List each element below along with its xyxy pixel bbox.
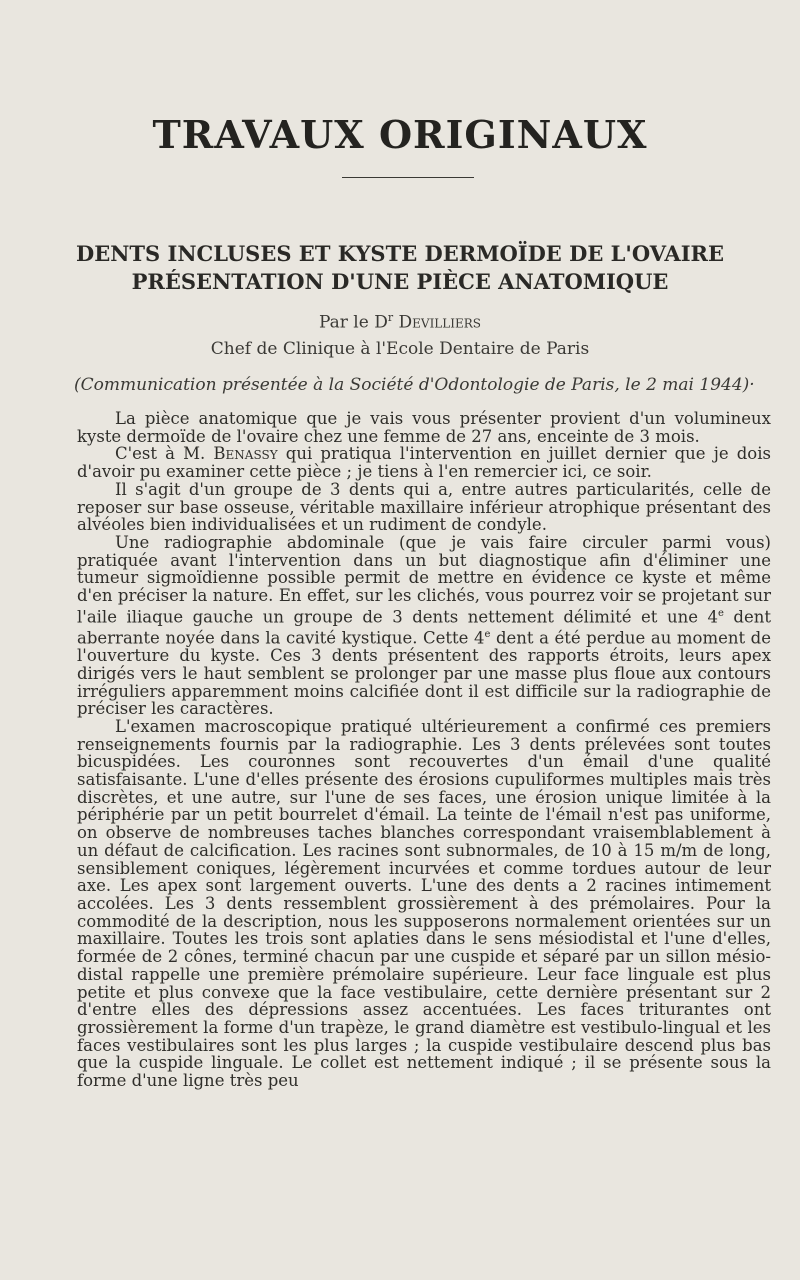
paragraph-4 <box>77 534 771 718</box>
paragraph-2-prefix: C'est à M. <box>115 444 206 464</box>
surgeon-name: Benassy <box>213 444 278 464</box>
author-affiliation: Chef de Clinique à l'Ecole Dentaire de Paris <box>210 339 590 359</box>
paragraph-3: Il s'agit d'un groupe de 3 dents qui a, entre autres particularités, celle de reposer sur base osseuse, véritable maxillaire inférieur atrophique présentant des alvéoles bien individualisées et un rudiment de condyle. <box>77 479 771 535</box>
article-title <box>40 240 760 296</box>
title-divider <box>342 177 474 178</box>
ordinal-sup-2: e <box>484 628 491 640</box>
paragraph-4-part-1: Une radiographie abdominale (que je vais faire circuler parmi vous) pratiquée avant l'intervention dans un but diagnostique afin d'éliminer une tumeur sigmoïdienne possible permit de mettre en évidence ce kyste et même d'en préciser la nature. En effet, sur les clichés, vous pourrez voir se projetant sur l'aile iliaque gauche un groupe de 3 dents nettement délimité et une 4 <box>77 532 771 627</box>
paragraph-1: La pièce anatomique que je vais vous présenter provient d'un volumineux kyste dermoïde de l'ovaire chez une femme de 27 ans, enceinte de 3 mois. <box>77 409 771 446</box>
paragraph-4-part-2: dent aberrante noyée dans la cavité kystique. Cette 4 <box>77 607 771 648</box>
ordinal-sup-1: e <box>717 607 724 619</box>
paragraph-4-part-3: dent a été perdue au moment de l'ouverture du kyste. Ces 3 dents présentent des rapports étroits, leurs apex dirigés vers le haut semblent se prolonger par une masse plus floue aux contours irréguliers apparemment moins calcifiée dont il est difficile sur la radiographie de préciser les caractères. <box>77 628 771 719</box>
author-prefix: Par le D <box>318 312 388 333</box>
article-title-line-1: DENTS INCLUSES ET KYSTE DERMOÏDE DE L'OVAIRE <box>75 241 724 266</box>
author-title-sup: r <box>387 311 394 324</box>
article-title-line-2: PRÉSENTATION D'UNE PIÈCE ANATOMIQUE <box>131 269 669 294</box>
section-title: TRAVAUX ORIGINAUX <box>152 112 648 157</box>
communication-note: (Communication présentée à la Société d'Odontologie de Paris, le 2 mai 1944)· <box>74 375 755 395</box>
article-body <box>77 410 771 1090</box>
paragraph-2 <box>77 445 771 480</box>
paragraph-2-text: qui pratiqua l'intervention en juillet dernier que je dois d'avoir pu examiner cette pièce ; je tiens à l'en remercier ici, ce soir. <box>77 444 771 482</box>
author-name: Devilliers <box>398 312 482 333</box>
paragraph-5: L'examen macroscopique pratiqué ultérieurement a confirmé ces premiers renseignements fournis par la radiographie. Les 3 dents prélevées sont toutes bicuspidées. Les couronnes sont recouvertes d'un émail d'une qualité satisfaisante. L'une d'elles présente des érosions cupuliformes multiples mais très discrètes, et une autre, sur l'une de ses faces, une érosion unique limitée à la périphérie par un petit bourrelet d'émail. La teinte de l'émail n'est pas uniforme, on observe de nombreuses taches blanches correspondant vraisemblablement à un défaut de calcification. Les racines sont subnormales, de 10 à 15 m/m de long, sensiblement coniques, légèrement incurvées et comme tordues autour de leur axe. Les apex sont largement ouverts. L'une des dents a 2 racines intimement accolées. Les 3 dents ressemblent grossièrement à des prémolaires. Pour la commodité de la description, nous les supposerons normalement orientées sur un maxillaire. Toutes les trois sont aplaties dans le sens mésiodistal et l'une d'elles, formée de 2 cônes, terminé chacun par une cuspide et séparé par un sillon mésio-distal rappelle une première prémolaire supérieure. Leur face linguale est plus petite et plus convexe que la face vestibulaire, cette dernière présentant sur 2 d'entre elles des dépressions assez accentuées. Les faces triturantes ont grossièrement la forme d'un trapèze, le grand diamètre est vestibulo-lingual et les faces vestibulaires sont les plus larges ; la cuspide vestibulaire descend plus bas que la cuspide linguale. Le collet est nettement indiqué ; il se présente sous la forme d'une ligne très peu <box>77 716 771 1091</box>
author-line <box>0 311 800 333</box>
